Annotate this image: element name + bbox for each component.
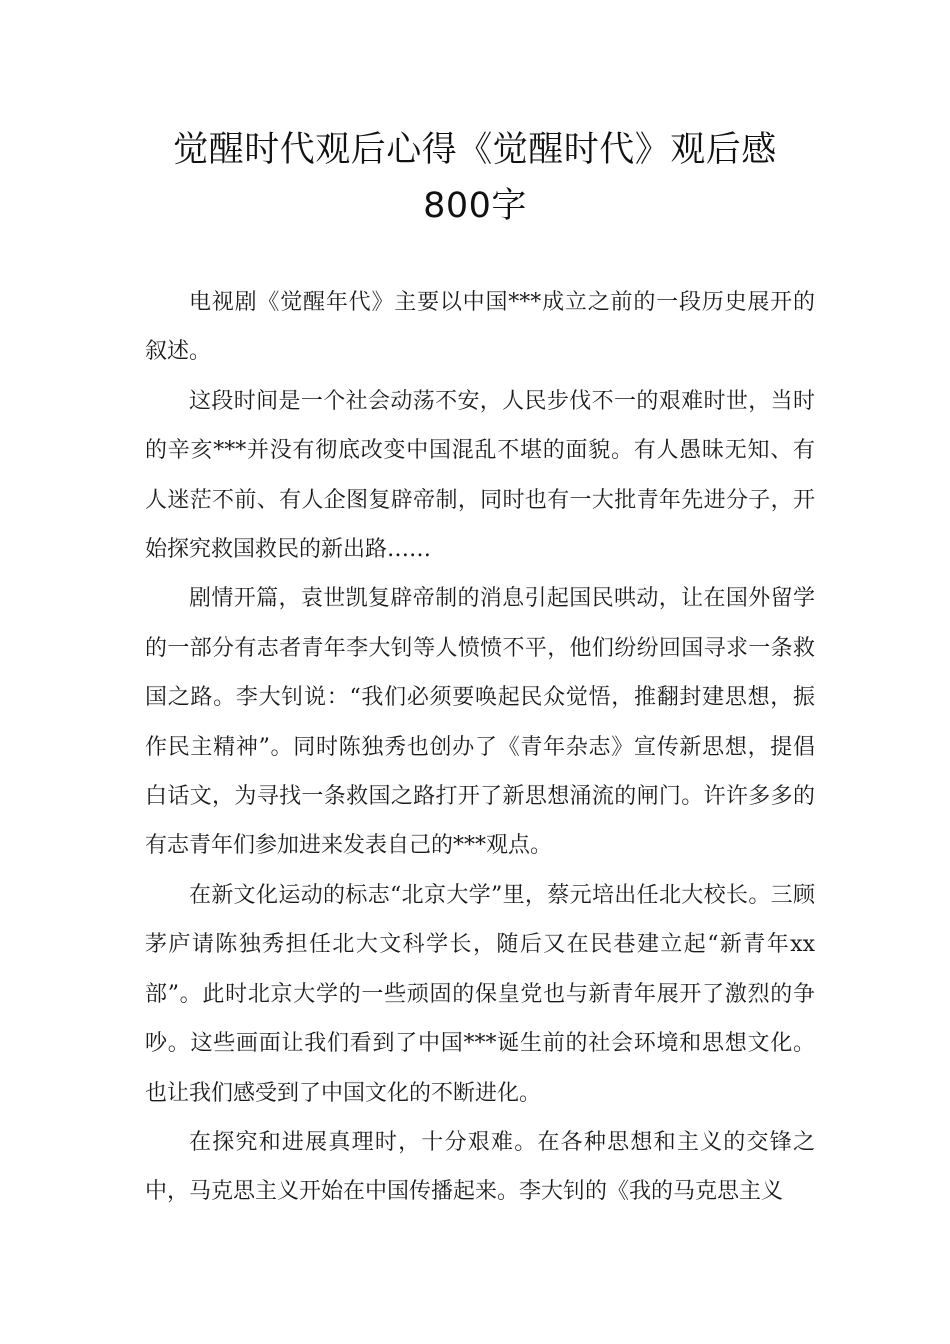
title-line-1: 觉醒时代观后心得《觉醒时代》观后感: [173, 130, 777, 170]
paragraph-4: 在新文化运动的标志“北京大学”里，蔡元培出任北大校长。三顾茅庐请陈独秀担任北大文科学长，随后又在民巷建立起“新青年xx部”。此时北京大学的一些顽固的保皇党也与新青年展开了激烈的争吵。这些画面让我们看到了中国***诞生前的社会环境和思想文化。也让我们感受到了中国文化的不断进化。: [145, 882, 815, 1106]
paragraph-5: 在探究和进展真理时，十分艰难。在各种思想和主义的交锋之中，马克思主义开始在中国传播起来。李大钊的《我的马克思主义: [145, 1129, 815, 1205]
title-line-2: 800字: [423, 186, 527, 226]
paragraph-1: 电视剧《觉醒年代》主要以中国***成立之前的一段历史展开的叙述。: [145, 290, 815, 365]
paragraph-3: 剧情开篇，袁世凯复辟帝制的消息引起国民哄动，让在国外留学的一部分有志者青年李大钊等人愤愤不平，他们纷纷回国寻求一条救国之路。李大钊说：“我们必须要唤起民众觉悟，推翻封建思想，振作民主精神”。同时陈独秀也创办了《青年杂志》宣传新思想，提倡白话文，为寻找一条救国之路打开了新思想涌流的闸门。许许多多的有志青年们参加进来发表自己的***观点。: [145, 586, 815, 859]
document-title: [100, 122, 850, 234]
paragraph-2: 这段时间是一个社会动荡不安，人民步伐不一的艰难时世，当时的辛亥***并没有彻底改变中国混乱不堪的面貌。有人愚昧无知、有人迷茫不前、有人企图复辟帝制，同时也有一大批青年先进分子，开始探究救国救民的新出路……: [145, 388, 815, 563]
document-body: [145, 278, 815, 1217]
